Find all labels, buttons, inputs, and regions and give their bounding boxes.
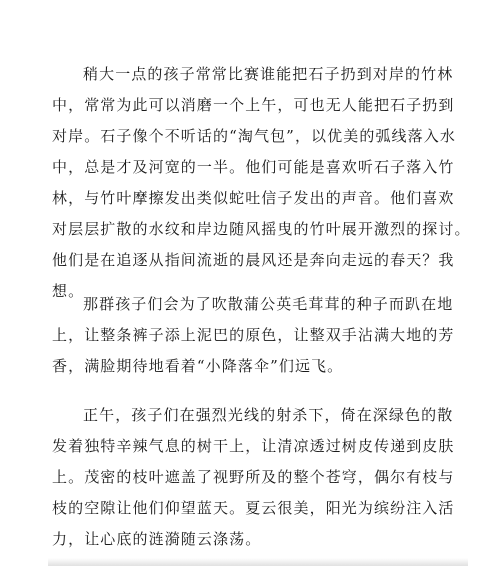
paragraph-line: 林，与竹叶摩擦发出类似蛇吐信子发出的声音。他们喜欢 <box>52 189 455 207</box>
paragraph-2 <box>52 289 464 382</box>
paragraph-line: 稍大一点的孩子常常比赛谁能把石子扔到对岸的竹林 <box>83 65 454 83</box>
paragraph-line: 中，总是才及河宽的一半。他们可能是喜欢听石子落入竹 <box>52 158 455 176</box>
paragraph-line: 上。茂密的枝叶遮盖了视野所及的整个苍穹，偶尔有枝与 <box>52 468 455 486</box>
paragraph-line: 正午，孩子们在强烈光线的射杀下，倚在深绿色的散 <box>83 406 454 424</box>
paragraph-line: 那群孩子们会为了吹散蒲公英毛茸茸的种子而趴在地 <box>83 295 454 313</box>
paragraph-line: 他们是在追逐从指间流逝的晨风还是奔向走远的春天？我 <box>52 251 455 269</box>
paragraph-3 <box>52 400 464 555</box>
paragraph-line: 对层层扩散的水纹和岸边随风摇曳的竹叶展开激烈的探讨。 <box>52 220 471 238</box>
paragraph-line: 力，让心底的涟漪随云涤荡。 <box>52 530 262 548</box>
paragraph-line: 对岸。石子像个不听话的“淘气包”，以优美的弧线落入水 <box>52 127 456 145</box>
paragraph-line: 发着独特辛辣气息的树干上，让清凉透过树皮传递到皮肤 <box>52 437 455 455</box>
paragraph-line: 香，满脸期待地看着“小降落伞”们远飞。 <box>52 357 344 375</box>
paragraph-line: 上，让整条裤子添上泥巴的原色，让整双手沾满大地的芳 <box>52 326 455 344</box>
paragraph-1 <box>52 59 471 307</box>
paragraph-line: 中，常常为此可以消磨一个上午，可也无人能把石子扔到 <box>52 96 455 114</box>
paragraph-line: 想。 <box>52 282 85 300</box>
paragraph-line: 枝的空隙让他们仰望蓝天。夏云很美，阳光为缤纷注入活 <box>52 499 455 517</box>
cut-off-next-line <box>48 558 468 566</box>
